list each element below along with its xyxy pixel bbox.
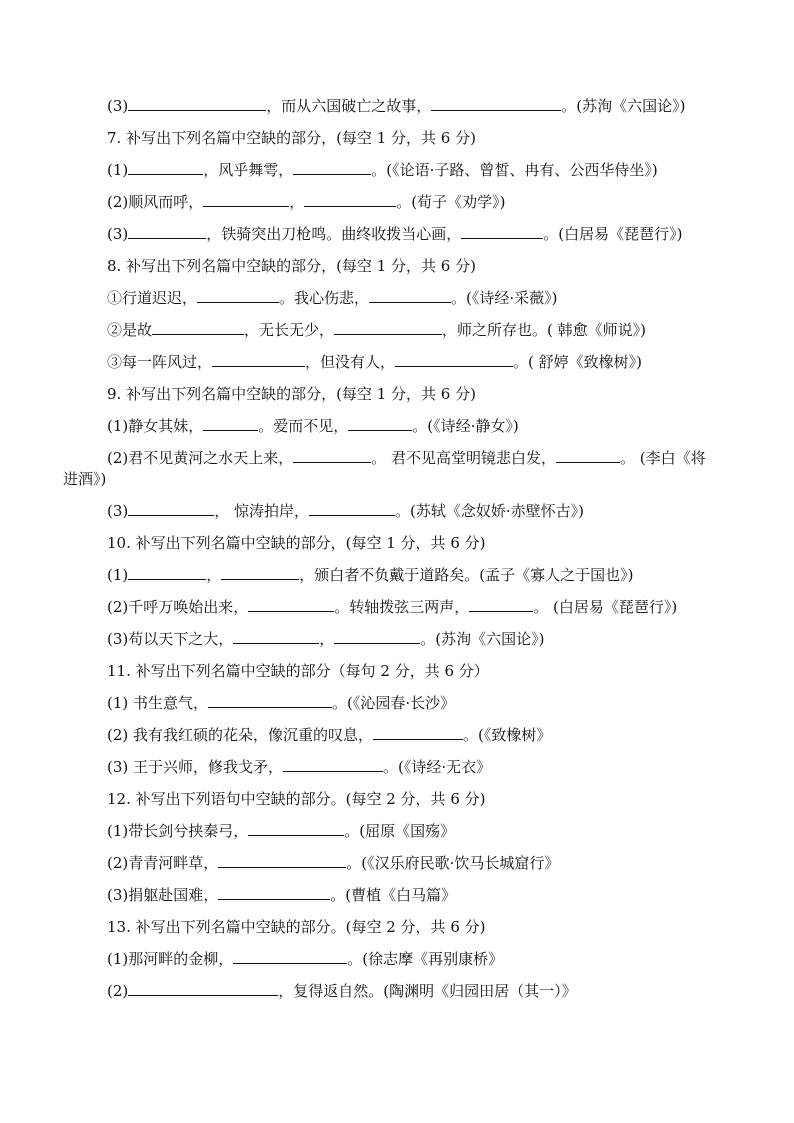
text-segment: 。 (白居易《琵琶行》) [533,598,678,616]
text-segment: 。(苏轼《念奴娇·赤壁怀古》) [395,502,585,520]
fill-in-blank[interactable] [208,693,332,708]
text-segment: 。(曹植《白马篇》 [330,886,457,904]
text-segment: 。(《诗经·静女》) [412,417,519,435]
text-segment: (1)静女其妹， [107,417,204,435]
question-heading [0,256,794,288]
text-segment: (2) 我有我红硕的花朵，像沉重的叹息， [107,726,374,744]
fill-in-blank[interactable] [248,821,344,836]
question-item [0,757,794,789]
text-segment: 。(《诗经·无衣》 [383,758,492,776]
text-segment: ，师之所存也。( 韩愈《师说》) [442,321,647,339]
text-segment: (3) [107,225,129,243]
question-item [0,725,794,757]
text-segment: 。(《诗经·采薇》) [451,289,558,307]
question-item [0,693,794,725]
text-segment: 10. 补写出下列名篇中空缺的部分，(每空 1 分，共 6 分) [107,534,486,552]
fill-in-blank[interactable] [334,629,420,644]
question-item [0,949,794,981]
text-segment: ，但没有人， [305,353,396,371]
text-segment: 。(《论语·子路、曾皙、冉有、公西华侍坐》) [371,161,658,179]
text-segment: 7. 补写出下列名篇中空缺的部分，(每空 1 分，共 6 分) [107,129,476,147]
question-heading [0,789,794,821]
text-segment: 。(苏洵《六国论》) [420,630,545,648]
question-heading [0,128,794,160]
text-segment: 8. 补写出下列名篇中空缺的部分，(每空 1 分，共 6 分) [107,257,476,275]
fill-in-blank[interactable] [556,448,620,463]
fill-in-blank[interactable] [203,192,289,207]
fill-in-blank[interactable] [431,96,561,111]
text-segment: 。 君不见高堂明镜悲白发， [371,449,557,467]
text-segment: 。 (李白《将 [620,449,706,467]
text-segment: 。爱而不见， [258,417,349,435]
text-segment: 13. 补写出下列名篇中空缺的部分。(每空 2 分，共 6 分) [107,918,486,936]
question-heading [0,917,794,949]
question-item [0,288,794,320]
fill-in-blank[interactable] [293,160,371,175]
question-item [0,981,794,1013]
text-segment: (3) 王于兴师，修我戈矛， [107,758,284,776]
fill-in-blank[interactable] [197,288,279,303]
text-segment: 。(徐志摩《再别康桥》 [347,950,504,968]
text-segment-wrapped: 进酒》) [63,470,107,488]
text-segment: 。我心伤悲， [279,289,370,307]
question-item [0,597,794,629]
fill-in-blank[interactable] [128,160,203,175]
question-item [0,160,794,192]
question-item [0,565,794,597]
text-segment: 。(《沁园春·长沙》 [332,694,456,712]
text-segment: ，无长无少， [244,321,335,339]
text-segment: ，铁骑突出刀枪鸣。曲终收拨当心画， [206,225,462,243]
fill-in-blank[interactable] [469,597,533,612]
question-item [0,352,794,384]
fill-in-blank[interactable] [461,224,543,239]
question-item [0,885,794,917]
fill-in-blank[interactable] [128,981,278,996]
text-segment: ，复得返自然。(陶渊明《归园田居（其一）》 [278,982,577,1000]
text-segment: (1) [107,566,129,584]
text-segment: 。(白居易《琵琶行》) [543,225,683,243]
text-segment: 。(屈原《国殇》 [344,822,456,840]
fill-in-blank[interactable] [203,416,258,431]
text-segment: (1) 书生意气， [107,694,209,712]
text-segment: (3) [107,97,129,115]
text-segment: 9. 补写出下列名篇中空缺的部分，(每空 1 分，共 6 分) [107,385,476,403]
fill-in-blank[interactable] [128,501,214,516]
text-segment: (2)青青河畔草， [107,854,219,872]
fill-in-blank[interactable] [128,565,206,580]
text-segment: (1) [107,161,129,179]
text-segment: 。(荀子《劝学》) [396,193,506,211]
text-segment: 。转轴拨弦三两声， [334,598,470,616]
question-item [0,821,794,853]
fill-in-blank[interactable] [233,949,347,964]
fill-in-blank[interactable] [293,448,371,463]
text-segment: (2) [107,982,129,1000]
text-segment: (1)带长剑兮挟秦弓， [107,822,249,840]
question-item [0,224,794,256]
fill-in-blank[interactable] [218,885,330,900]
question-heading [0,661,794,693]
fill-in-blank[interactable] [348,416,412,431]
fill-in-blank[interactable] [369,288,451,303]
text-segment: ， [206,566,222,584]
question-item [0,501,794,533]
question-item [0,448,794,501]
text-segment: 12. 补写出下列语句中空缺的部分。(每空 2 分，共 6 分) [107,790,486,808]
fill-in-blank[interactable] [221,565,299,580]
text-segment: 。(苏洵《六国论》) [561,97,686,115]
text-segment: (3)苟以天下之大， [107,630,234,648]
text-segment: ，颁白者不负戴于道路矣。(孟子《寡人之于国也》) [299,566,634,584]
text-segment: (2)君不见黄河之水天上来， [107,449,294,467]
text-segment: ③每一阵风过， [107,353,213,371]
fill-in-blank[interactable] [395,352,513,367]
text-segment: ②是故 [107,321,153,339]
text-segment: ①行道迟迟， [107,289,198,307]
question-item [0,629,794,661]
question-heading [0,384,794,416]
text-segment: 。(《致橡树》 [463,726,552,744]
fill-in-blank[interactable] [212,352,305,367]
fill-in-blank[interactable] [233,629,319,644]
question-item [0,192,794,224]
text-segment: ， 惊涛拍岸， [214,502,310,520]
fill-in-blank[interactable] [128,224,206,239]
fill-in-blank[interactable] [248,597,334,612]
text-segment: 11. 补写出下列名篇中空缺的部分（每句 2 分，共 6 分） [107,662,489,680]
question-item [0,320,794,352]
text-segment: (1)那河畔的金柳， [107,950,234,968]
text-segment: (3) [107,502,129,520]
question-item [0,416,794,448]
text-segment: (2)顺风而呼， [107,193,204,211]
fill-in-blank[interactable] [152,320,244,335]
text-segment: (2)千呼万唤始出来， [107,598,249,616]
fill-in-blank[interactable] [283,757,383,772]
text-segment: 。(《汉乐府民歌·饮马长城窟行》 [346,854,560,872]
text-segment: ，风乎舞雩， [203,161,294,179]
text-segment: (3)捐躯赴国难， [107,886,219,904]
question-item [0,96,794,128]
fill-in-blank[interactable] [309,501,395,516]
text-segment: ， [319,630,335,648]
text-segment: 。( 舒婷《致橡树》) [513,353,643,371]
fill-in-blank[interactable] [334,320,442,335]
fill-in-blank[interactable] [218,853,346,868]
text-segment: ，而从六国破亡之故事， [266,97,432,115]
question-item [0,853,794,885]
question-heading [0,533,794,565]
text-segment: ， [289,193,305,211]
fill-in-blank[interactable] [304,192,396,207]
fill-in-blank[interactable] [128,96,266,111]
fill-in-blank[interactable] [373,725,463,740]
